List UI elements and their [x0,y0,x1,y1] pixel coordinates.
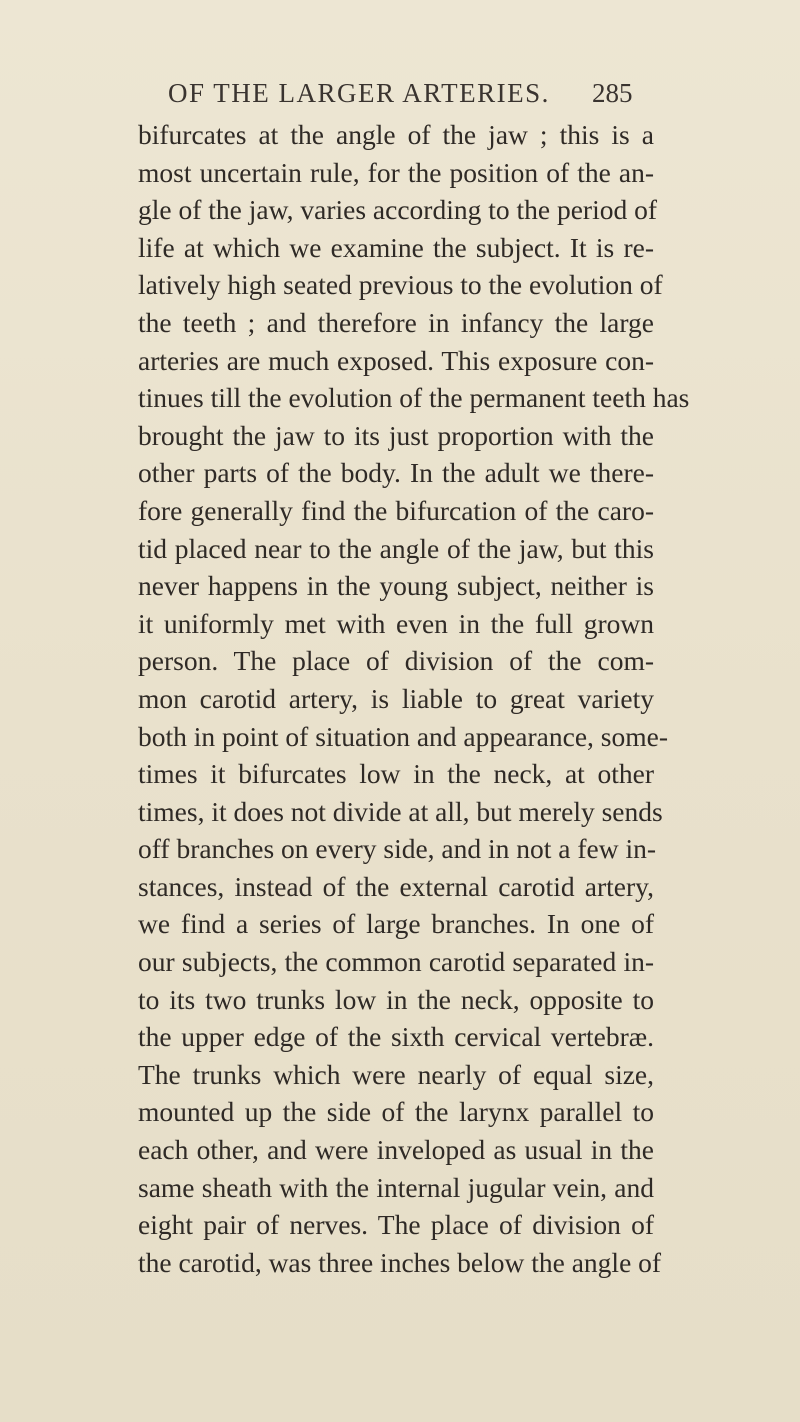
text-line: times, it does not divide at all, but merely sends [138,795,663,827]
text-line: other parts of the body. In the adult we there- [138,457,654,489]
text-line: each other, and were inveloped as usual in the [138,1134,654,1166]
running-title: OF THE LARGER ARTERIES. [168,78,550,108]
body-text [138,116,690,1281]
text-line: both in point of situation and appearance, some- [138,720,668,752]
text-line: the carotid, was three inches below the angle of [138,1246,662,1278]
text-line: never happens in the young subject, neither is [138,570,654,602]
text-line: mon carotid artery, is liable to great variety [138,682,654,714]
text-line: times it bifurcates low in the neck, at other [138,758,654,790]
text-line: fore generally find the bifurcation of the caro- [138,494,654,526]
text-line: arteries are much exposed. This exposure con- [138,344,654,376]
text-line: to its two trunks low in the neck, opposite to [138,983,654,1015]
text-line: mounted up the side of the larynx parallel to [138,1096,654,1128]
text-line: off branches on every side, and in not a few in- [138,833,657,865]
text-line: most uncertain rule, for the position of the an- [138,156,654,188]
text-line: the upper edge of the sixth cervical vertebræ. [138,1021,654,1053]
text-line: eight pair of nerves. The place of division of [138,1209,654,1241]
text-line: we find a series of large branches. In one of [138,908,654,940]
text-line: tid placed near to the angle of the jaw, but this [138,532,654,564]
text-line: person. The place of division of the com- [138,645,654,677]
text-line: brought the jaw to its just proportion with the [138,419,654,451]
text-line: it uniformly met with even in the full grown [138,607,654,639]
text-line: same sheath with the internal jugular vein, and [138,1171,654,1203]
text-line: tinues till the evolution of the permanent teeth has [138,382,690,414]
text-line: gle of the jaw, varies according to the period of [138,194,657,226]
page-number: 285 [592,78,633,108]
text-line: bifurcates at the angle of the jaw ; this is a [138,119,654,150]
text-line: our subjects, the common carotid separated in- [138,946,654,978]
text-line: the teeth ; and therefore in infancy the large [138,306,654,338]
text-line: stances, instead of the external carotid artery, [138,870,654,902]
running-head [0,78,800,118]
text-line: The trunks which were nearly of equal size, [138,1058,654,1090]
text-line: latively high seated previous to the evolution of [138,269,663,301]
text-line: life at which we examine the subject. It is re- [138,231,654,263]
